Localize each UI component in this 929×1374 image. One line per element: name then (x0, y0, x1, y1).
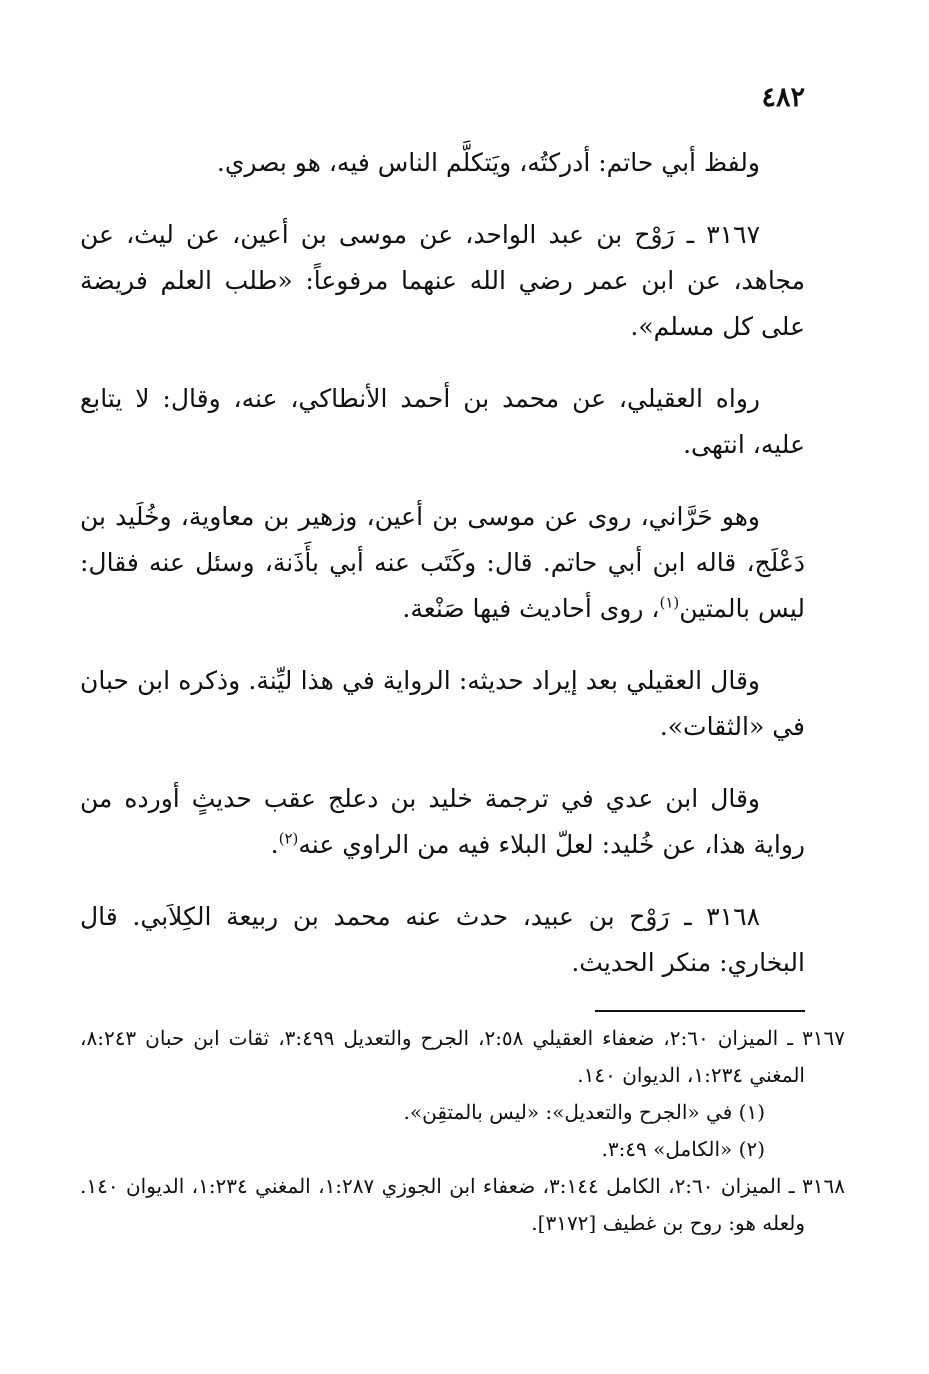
paragraph-6-tail: . (270, 830, 279, 859)
paragraph-6-text: وقال ابن عدي في ترجمة خليد بن دعلج عقب حديثٍ أورده من رواية هذا، عن خُليد: لعلّ البلاء فيه من الراوي عنه (80, 784, 805, 859)
paragraph-4-tail: ، روى أحاديث فيها صَنْعة. (402, 594, 660, 623)
footnotes (80, 1020, 845, 1242)
entry-3167: ٣١٦٧ ـ رَوْح بن عبد الواحد، عن موسى بن أعين، عن ليث، عن مجاهد، عن ابن عمر رضي الله عنهما مرفوعاً: «طلب العلم فريضة على كل مسلم». (80, 220, 805, 341)
paragraph-3: رواه العقيلي، عن محمد بن أحمد الأنطاكي، عنه، وقال: لا يتابع عليه، انتهى. (80, 384, 805, 459)
paragraph-1: ولفظ أبي حاتم: أدركتُه، ويَتكلَّم الناس فيه، هو بصري. (216, 148, 760, 177)
footnote-entry-3168: ٣١٦٨ ـ الميزان ٢:٦٠، الكامل ٣:١٤٤، ضعفاء ابن الجوزي ١:٢٨٧، المغني ١:٢٣٤، الديوان ١٤٠. ولعله هو: روح بن غطيف [٣١٧٢]. (80, 1174, 845, 1235)
footnote-marker-2: (٢) (278, 829, 299, 848)
footnote-divider (595, 1010, 805, 1012)
paragraph-4-text: وهو حَرَّاني، روى عن موسى بن أعين، وزهير بن معاوية، وخُلَيد بن دَعْلَج، قاله ابن أبي حاتم. قال: وكَتَب عنه أبي بأَذَنة، وسئل عنه فقال: ليس بالمتين (80, 502, 805, 623)
paragraph-4 (80, 494, 805, 632)
footnote-entry-3167: ٣١٦٧ ـ الميزان ٢:٦٠، ضعفاء العقيلي ٢:٥٨، الجرح والتعديل ٣:٤٩٩، ثقات ابن حبان ٨:٢٤٣، المغني ١:٢٣٤، الديوان ١٤٠. (80, 1026, 845, 1087)
footnote-1: (١) في «الجرح والتعديل»: «ليس بالمتقِن». (403, 1100, 765, 1124)
paragraph-5: وقال العقيلي بعد إيراد حديثه: الرواية في هذا ليِّنة. وذكره ابن حبان في «الثقات». (80, 666, 805, 741)
footnote-2: (٢) «الكامل» ٣:٤٩. (601, 1137, 765, 1161)
entry-3168: ٣١٦٨ ـ رَوْح بن عبيد، حدث عنه محمد بن ربيعة الكِلاَبي. قال البخاري: منكر الحديث. (80, 902, 805, 977)
footnote-marker-1: (١) (659, 593, 680, 612)
main-text (80, 140, 805, 1012)
paragraph-6 (80, 776, 805, 868)
page-number: ٤٨٢ (761, 82, 805, 113)
